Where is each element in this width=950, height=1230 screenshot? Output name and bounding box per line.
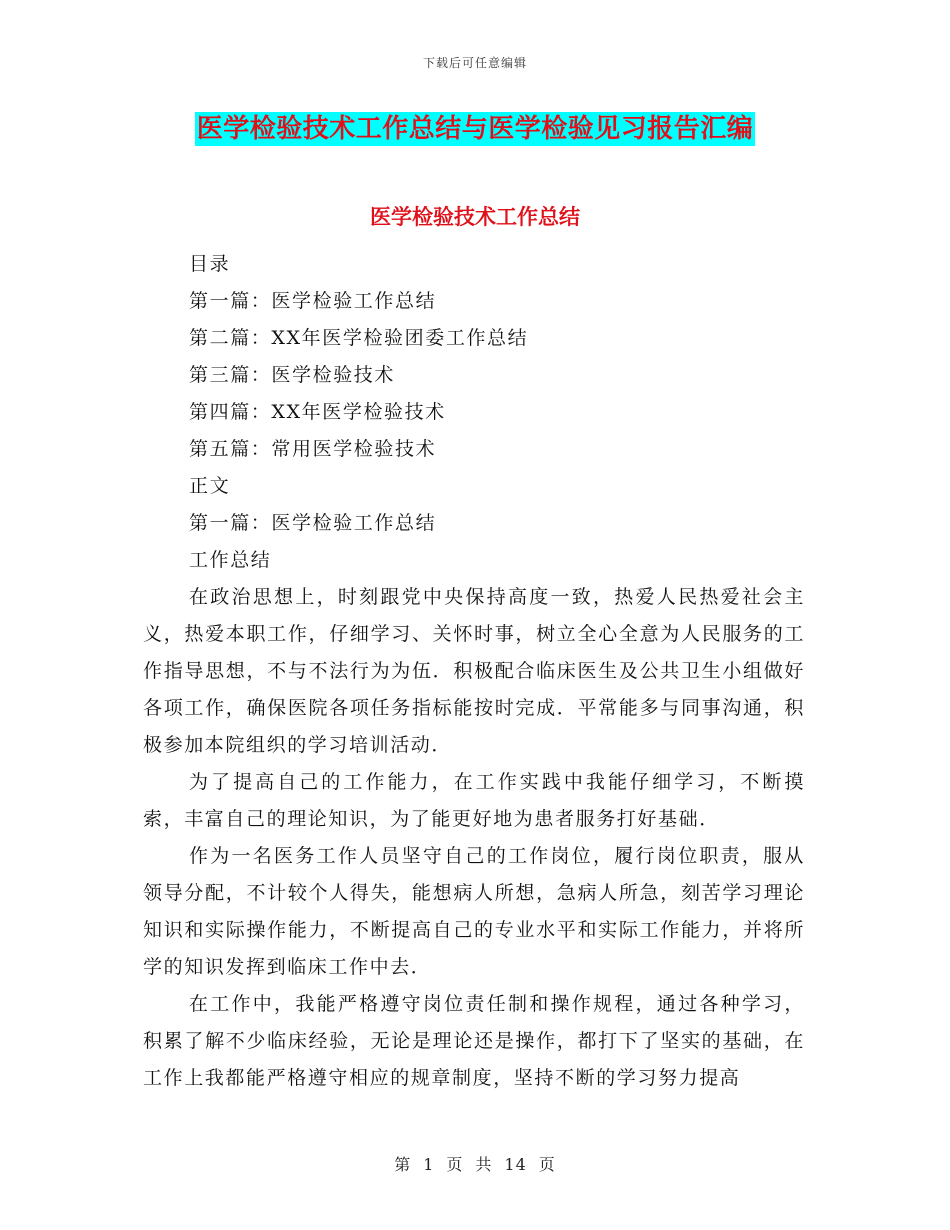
- footer-prefix: 第: [394, 1155, 412, 1174]
- main-title: 医学检验技术工作总结与医学检验见习报告汇编: [196, 114, 754, 144]
- footer-page-word: 页: [446, 1155, 464, 1174]
- main-title-wrapper: [0, 112, 950, 146]
- paragraph-1: 在政治思想上，时刻跟党中央保持高度一致，热爱人民热爱社会主义，热爱本职工作，仔细学习、关怀时事，树立全心全意为人民服务的工作指导思想，不与不法行为为伍．积极配合临床医生及公共卫生小组做好各项工作，确保医院各项任务指标能按时完成．平常能多与同事沟通，积极参加本院组织的学习培训活动．: [143, 586, 805, 756]
- toc-item-3: 第三篇：医学检验技术: [189, 364, 396, 386]
- footer-current-page: 1: [423, 1155, 435, 1174]
- page-footer: [0, 1152, 950, 1175]
- toc-item-2: 第二篇：XX年医学检验团委工作总结: [189, 327, 529, 349]
- header-note: 下载后可任意编辑: [422, 56, 527, 70]
- body-text: [143, 246, 805, 1097]
- section-title: 第一篇：医学检验工作总结: [189, 512, 437, 534]
- footer-total-word: 共: [475, 1155, 493, 1174]
- section-subtitle: 工作总结: [189, 549, 272, 571]
- toc-heading: 目录: [189, 253, 231, 275]
- toc-item-5: 第五篇：常用医学检验技术: [189, 438, 437, 460]
- toc-item-1: 第一篇：医学检验工作总结: [189, 290, 437, 312]
- paragraph-2: 为了提高自己的工作能力，在工作实践中我能仔细学习，不断摸索，丰富自己的理论知识，为了能更好地为患者服务打好基础．: [143, 771, 805, 830]
- footer-suffix: 页: [538, 1155, 556, 1174]
- sub-title: 医学检验技术工作总结: [370, 204, 580, 229]
- body-heading: 正文: [189, 475, 231, 497]
- toc-item-4: 第四篇：XX年医学检验技术: [189, 401, 446, 423]
- paragraph-3: 作为一名医务工作人员坚守自己的工作岗位，履行岗位职责，服从领导分配，不计较个人得失，能想病人所想，急病人所急，刻苦学习理论知识和实际操作能力，不断提高自己的专业水平和实际工作能力，并将所学的知识发挥到临床工作中去．: [143, 845, 805, 978]
- footer-total-pages: 14: [504, 1155, 527, 1174]
- paragraph-4: 在工作中，我能严格遵守岗位责任制和操作规程，通过各种学习，积累了解不少临床经验，无论是理论还是操作，都打下了坚实的基础，在工作上我都能严格遵守相应的规章制度，坚持不断的学习努力提高: [143, 993, 805, 1089]
